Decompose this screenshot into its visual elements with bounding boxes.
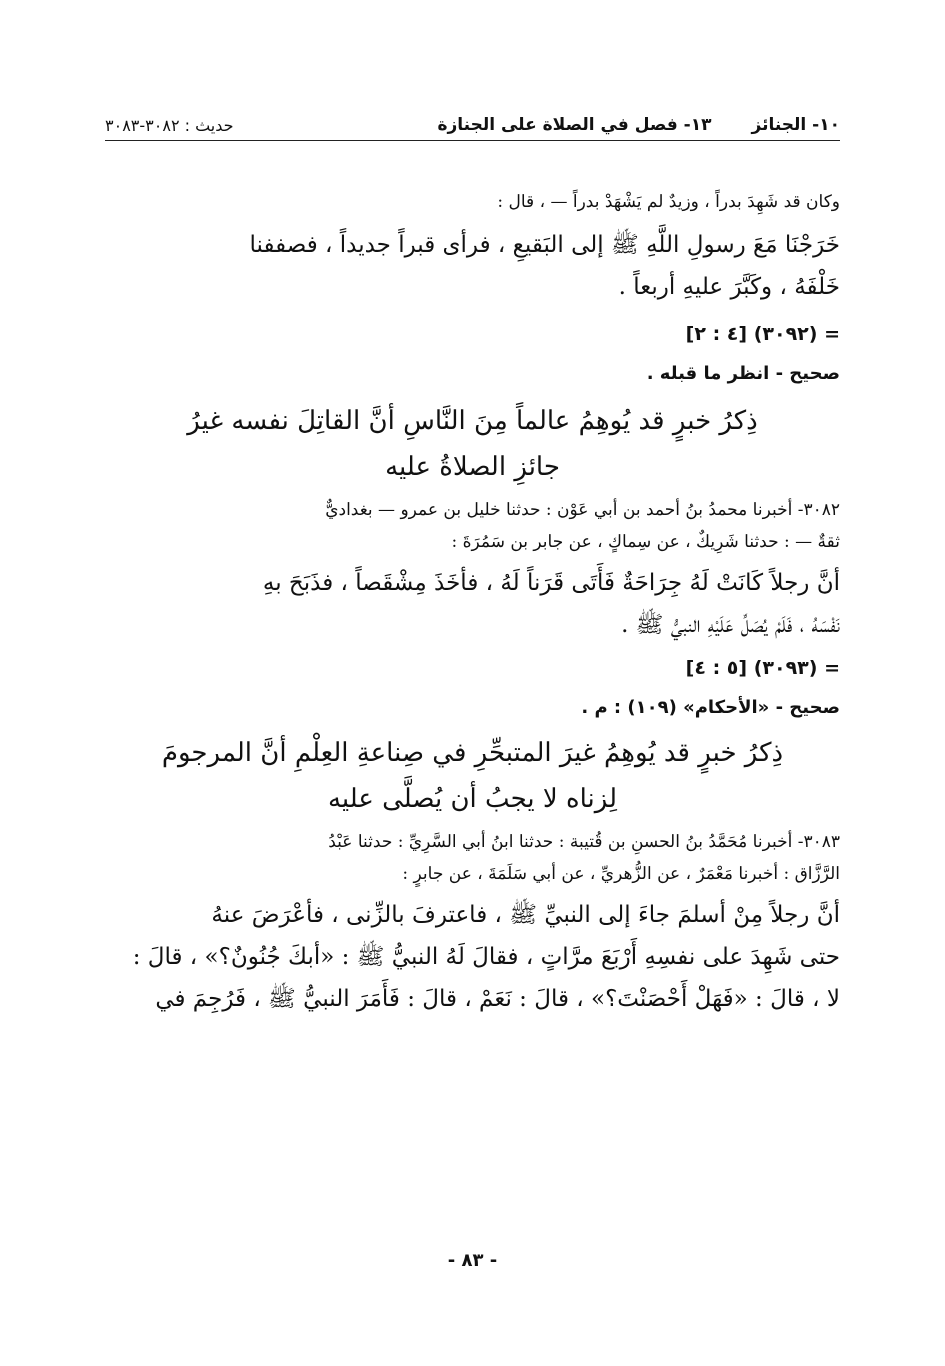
chapter-heading: جائزِ الصلاةُ عليه: [385, 452, 560, 482]
hadith-text-line: حتى شَهِدَ على نفسِهِ أَرْبَعَ مرَّاتٍ ، فقالَ لَهُ النبيُّ ﷺ : «أبكَ جُنُونٌ؟» ، قالَ :: [132, 944, 840, 970]
hadith-text-line: خَرَجْنَا مَعَ رسولِ اللَّهِ ﷺ إلى البَقيعِ ، فرأى قبراً جديداً ، فصففنا: [249, 232, 840, 258]
isnad-line: ثقةٌ — : حدثنا شَرِيكٌ ، عن سِماكٍ ، عن جابر بن سَمُرَةَ :: [451, 532, 840, 552]
hadith-text-line: نَفْسَهُ ، فَلَمْ يُصَلِّ عَلَيْهِ النبيُّ ﷺ .: [621, 612, 840, 638]
isnad-line: ٣٠٨٢- أخبرنا محمدُ بنُ أحمد بن أبي عَوْن : حدثنا خليل بن عمرو — بغداديٌّ: [325, 500, 840, 520]
hadith-text-line: لا ، قالَ : «فَهَلْ أَحْصَنْتَ؟» ، قالَ : نَعَمْ ، قالَ : فَأَمَرَ النبيُّ ﷺ ، فَرُجِمَ في: [155, 986, 840, 1012]
chapter-heading: لِزناه لا يجبُ أن يُصلَّى عليه: [327, 784, 618, 814]
cross-reference: = (٣٠٩٣) [٥ : ٤]: [685, 657, 840, 679]
running-header: [105, 95, 840, 135]
cross-reference: = (٣٠٩٢) [٤ : ٢]: [685, 323, 840, 345]
page-body: [105, 180, 840, 1020]
hadith-text-line: خَلْفَهُ ، وكَبَّرَ عليهِ أربعاً .: [618, 274, 840, 300]
intro-line: وكان قد شَهِدَ بدراً ، وزيدٌ لم يَشْهَدْ بدراً — ، قال :: [497, 192, 840, 212]
hadith-range: حديث : ٣٠٨٢-٣٠٨٣: [105, 116, 234, 135]
chapter-heading: ذِكرُ خبرٍ قد يُوهِمُ عالماً مِنَ النَّاسِ أنَّ القاتِلَ نفسه غيرُ: [187, 406, 758, 436]
isnad-line: الرَّزَّاق : أخبرنا مَعْمَرٌ ، عن الزُّهريِّ ، عن أبي سَلَمَةَ ، عن جابرٍ :: [402, 864, 840, 884]
hadith-text-line: أنَّ رجلاً مِنْ أسلمَ جاءَ إلى النبيِّ ﷺ ، فاعترفَ بالزِّنى ، فأعْرَضَ عنهُ: [211, 902, 840, 928]
chapter-heading: ذِكرُ خبرٍ قد يُوهِمُ غيرَ المتبحِّرِ في صِناعةِ العِلْمِ أنَّ المرجومَ: [161, 738, 784, 768]
page-number: - ٨٣ -: [447, 1250, 498, 1271]
section-title: ١٣- فصل في الصلاة على الجنازة: [437, 115, 712, 135]
grading-note: صحيح - «الأحكام» (١٠٩) : م .: [581, 697, 840, 718]
header-rule: [105, 140, 840, 141]
grading-note: صحيح - انظر ما قبله .: [646, 363, 840, 384]
hadith-text-line: أنَّ رجلاً كَانَتْ لَهُ جِرَاحَةٌ فَأَتَى قَرَناً لَهُ ، فأخَذَ مِشْقَصاً ، فذَبَحَ بهِ: [262, 570, 840, 596]
chapter-title: ١٠- الجنائز: [751, 115, 840, 135]
isnad-line: ٣٠٨٣- أخبرنا مُحَمَّدُ بنُ الحسنِ بن قُتيبة : حدثنا ابنُ أبي السَّرِيِّ : حدثنا عَبْدُ: [328, 832, 840, 852]
